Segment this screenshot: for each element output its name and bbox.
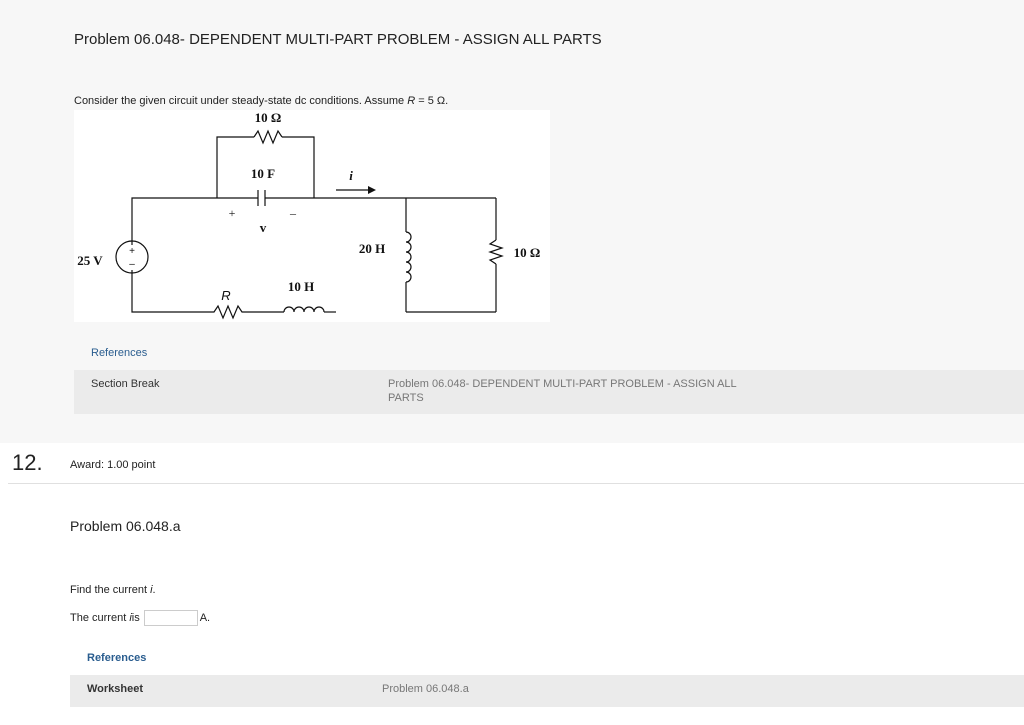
label-source: 25 V — [77, 253, 103, 268]
label-r: R — [221, 288, 231, 303]
question-text — [74, 95, 448, 107]
label-source-minus: – — [129, 259, 135, 270]
circuit-diagram — [74, 110, 550, 322]
label-l-right: 20 H — [358, 241, 386, 256]
find-suffix: . — [152, 584, 156, 596]
wire-top-branch-right — [282, 137, 314, 198]
label-v: v — [259, 220, 267, 235]
question-prefix: Consider the given circuit under steady-state dc conditions. Assume — [74, 95, 408, 107]
part-title: Problem 06.048.a — [70, 518, 181, 534]
inductor-bottom-icon — [284, 307, 324, 312]
answer-row — [70, 610, 210, 626]
section-break-problem: Problem 06.048- DEPENDENT MULTI-PART PROBLEM - ASSIGN ALL PARTS — [388, 378, 737, 404]
find-prefix: Find the current — [70, 584, 151, 596]
label-l-bottom: 10 H — [287, 279, 315, 294]
answer-mid: is — [131, 612, 140, 624]
section-break-bar — [74, 370, 1024, 414]
find-instruction — [70, 584, 156, 596]
label-r-right: 10 Ω — [513, 245, 541, 260]
inductor-right-icon — [406, 232, 411, 282]
answer-variable: i — [129, 612, 132, 624]
label-cap-minus: – — [290, 206, 296, 220]
question-suffix: = 5 Ω. — [415, 95, 449, 107]
resistor-top-icon — [254, 131, 282, 143]
answer-prefix: The current — [70, 612, 127, 624]
worksheet-problem: Problem 06.048.a — [382, 683, 469, 695]
label-source-plus: + — [129, 246, 135, 257]
divider — [8, 483, 1024, 484]
label-r-top: 10 Ω — [254, 110, 282, 125]
question-number: 12. — [12, 450, 43, 475]
current-answer-input[interactable] — [144, 610, 198, 626]
find-variable: i — [150, 584, 153, 596]
award-points: Award: 1.00 point — [70, 459, 156, 471]
answer-unit: A. — [199, 612, 211, 624]
problem-title: Problem 06.048- DEPENDENT MULTI-PART PROBLEM - ASSIGN ALL PARTS — [74, 31, 602, 48]
references-link-2[interactable]: References — [87, 652, 147, 664]
label-current: i — [349, 168, 353, 183]
worksheet-bar — [70, 675, 1024, 707]
references-link[interactable]: References — [91, 347, 148, 359]
label-cap-plus: + — [228, 206, 236, 220]
wire-left-bottom — [132, 270, 187, 312]
resistor-r-icon — [187, 306, 264, 318]
question-variable: R — [407, 95, 416, 107]
worksheet-label: Worksheet — [87, 683, 144, 695]
label-capacitor: 10 F — [250, 166, 276, 181]
resistor-right-icon — [490, 240, 502, 264]
wire-left-top — [132, 198, 217, 245]
wire-top-branch — [217, 137, 254, 198]
circuit-svg — [74, 110, 550, 322]
section-break-label: Section Break — [91, 378, 160, 390]
current-arrow-head — [368, 186, 376, 194]
